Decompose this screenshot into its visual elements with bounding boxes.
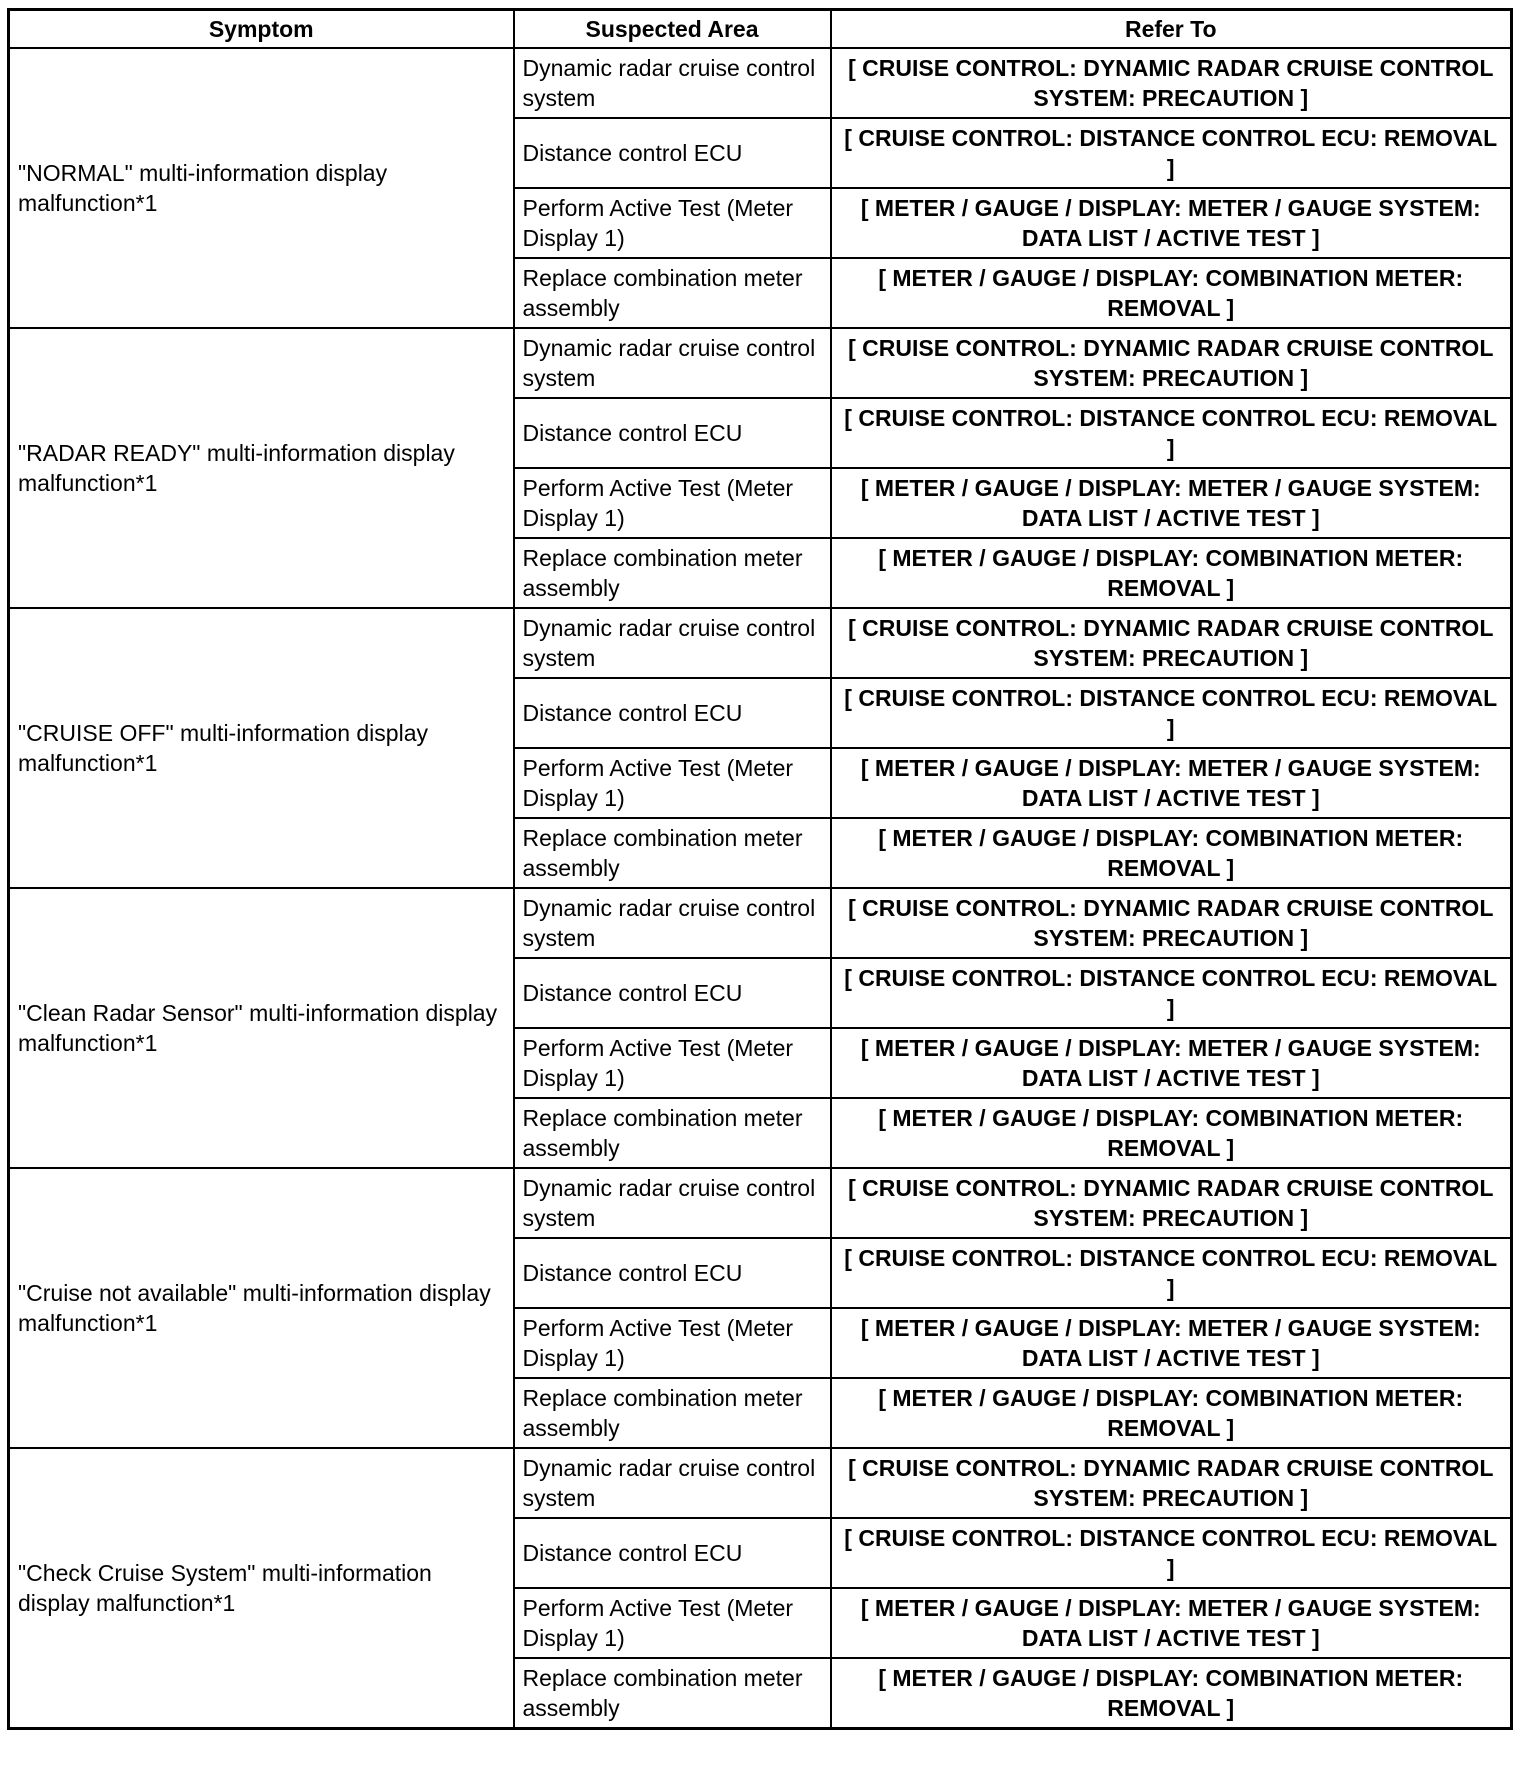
symptom-cell: "Clean Radar Sensor" multi-information display malfunction*1: [9, 888, 514, 1168]
symptom-cell: "CRUISE OFF" multi-information display malfunction*1: [9, 608, 514, 888]
refer-to-link[interactable]: [ CRUISE CONTROL: DISTANCE CONTROL ECU: REMOVAL ]: [831, 1238, 1512, 1308]
refer-to-link[interactable]: [ METER / GAUGE / DISPLAY: COMBINATION METER: REMOVAL ]: [831, 1378, 1512, 1448]
refer-to-link[interactable]: [ CRUISE CONTROL: DISTANCE CONTROL ECU: REMOVAL ]: [831, 118, 1512, 188]
table-row: [9, 48, 1512, 118]
symptom-cell: "NORMAL" multi-information display malfunction*1: [9, 48, 514, 328]
table-header: [9, 10, 1512, 49]
table-row: [9, 328, 1512, 398]
refer-to-link[interactable]: [ METER / GAUGE / DISPLAY: COMBINATION METER: REMOVAL ]: [831, 1098, 1512, 1168]
symptom-cell: "RADAR READY" multi-information display malfunction*1: [9, 328, 514, 608]
refer-to-link[interactable]: [ METER / GAUGE / DISPLAY: METER / GAUGE SYSTEM: DATA LIST / ACTIVE TEST ]: [831, 468, 1512, 538]
refer-to-link[interactable]: [ METER / GAUGE / DISPLAY: COMBINATION METER: REMOVAL ]: [831, 258, 1512, 328]
refer-to-link[interactable]: [ METER / GAUGE / DISPLAY: METER / GAUGE SYSTEM: DATA LIST / ACTIVE TEST ]: [831, 748, 1512, 818]
refer-to-link[interactable]: [ CRUISE CONTROL: DISTANCE CONTROL ECU: REMOVAL ]: [831, 398, 1512, 468]
refer-to-link[interactable]: [ METER / GAUGE / DISPLAY: METER / GAUGE SYSTEM: DATA LIST / ACTIVE TEST ]: [831, 1028, 1512, 1098]
refer-to-link[interactable]: [ CRUISE CONTROL: DISTANCE CONTROL ECU: REMOVAL ]: [831, 678, 1512, 748]
refer-to-link[interactable]: [ CRUISE CONTROL: DYNAMIC RADAR CRUISE CONTROL SYSTEM: PRECAUTION ]: [831, 328, 1512, 398]
suspected-area-cell: Replace combination meter assembly: [514, 538, 831, 608]
suspected-area-cell: Distance control ECU: [514, 1518, 831, 1588]
suspected-area-cell: Dynamic radar cruise control system: [514, 1168, 831, 1238]
suspected-area-cell: Perform Active Test (Meter Display 1): [514, 468, 831, 538]
refer-to-link[interactable]: [ CRUISE CONTROL: DYNAMIC RADAR CRUISE CONTROL SYSTEM: PRECAUTION ]: [831, 888, 1512, 958]
suspected-area-cell: Dynamic radar cruise control system: [514, 1448, 831, 1518]
suspected-area-cell: Distance control ECU: [514, 678, 831, 748]
suspected-area-cell: Distance control ECU: [514, 958, 831, 1028]
table-body: [9, 48, 1512, 1729]
refer-to-link[interactable]: [ METER / GAUGE / DISPLAY: METER / GAUGE SYSTEM: DATA LIST / ACTIVE TEST ]: [831, 188, 1512, 258]
suspected-area-cell: Dynamic radar cruise control system: [514, 328, 831, 398]
table-row: [9, 1168, 1512, 1238]
suspected-area-cell: Distance control ECU: [514, 1238, 831, 1308]
suspected-area-cell: Distance control ECU: [514, 118, 831, 188]
suspected-area-cell: Replace combination meter assembly: [514, 1098, 831, 1168]
table-row: [9, 1448, 1512, 1518]
suspected-area-cell: Dynamic radar cruise control system: [514, 888, 831, 958]
refer-to-link[interactable]: [ CRUISE CONTROL: DYNAMIC RADAR CRUISE CONTROL SYSTEM: PRECAUTION ]: [831, 1168, 1512, 1238]
header-suspected-area: Suspected Area: [514, 10, 831, 49]
suspected-area-cell: Perform Active Test (Meter Display 1): [514, 748, 831, 818]
symptom-cell: "Check Cruise System" multi-information display malfunction*1: [9, 1448, 514, 1729]
header-refer-to: Refer To: [831, 10, 1512, 49]
suspected-area-cell: Perform Active Test (Meter Display 1): [514, 1308, 831, 1378]
suspected-area-cell: Perform Active Test (Meter Display 1): [514, 188, 831, 258]
table-row: [9, 608, 1512, 678]
refer-to-link[interactable]: [ CRUISE CONTROL: DYNAMIC RADAR CRUISE CONTROL SYSTEM: PRECAUTION ]: [831, 1448, 1512, 1518]
refer-to-link[interactable]: [ CRUISE CONTROL: DISTANCE CONTROL ECU: REMOVAL ]: [831, 1518, 1512, 1588]
refer-to-link[interactable]: [ METER / GAUGE / DISPLAY: METER / GAUGE SYSTEM: DATA LIST / ACTIVE TEST ]: [831, 1308, 1512, 1378]
refer-to-link[interactable]: [ CRUISE CONTROL: DISTANCE CONTROL ECU: REMOVAL ]: [831, 958, 1512, 1028]
refer-to-link[interactable]: [ CRUISE CONTROL: DYNAMIC RADAR CRUISE CONTROL SYSTEM: PRECAUTION ]: [831, 608, 1512, 678]
suspected-area-cell: Perform Active Test (Meter Display 1): [514, 1588, 831, 1658]
header-row: [9, 10, 1512, 49]
suspected-area-cell: Replace combination meter assembly: [514, 1378, 831, 1448]
suspected-area-cell: Replace combination meter assembly: [514, 1658, 831, 1729]
suspected-area-cell: Perform Active Test (Meter Display 1): [514, 1028, 831, 1098]
suspected-area-cell: Dynamic radar cruise control system: [514, 608, 831, 678]
refer-to-link[interactable]: [ METER / GAUGE / DISPLAY: METER / GAUGE SYSTEM: DATA LIST / ACTIVE TEST ]: [831, 1588, 1512, 1658]
suspected-area-cell: Replace combination meter assembly: [514, 818, 831, 888]
suspected-area-cell: Replace combination meter assembly: [514, 258, 831, 328]
refer-to-link[interactable]: [ METER / GAUGE / DISPLAY: COMBINATION METER: REMOVAL ]: [831, 818, 1512, 888]
header-symptom: Symptom: [9, 10, 514, 49]
suspected-area-cell: Dynamic radar cruise control system: [514, 48, 831, 118]
symptom-cell: "Cruise not available" multi-information display malfunction*1: [9, 1168, 514, 1448]
refer-to-link[interactable]: [ METER / GAUGE / DISPLAY: COMBINATION METER: REMOVAL ]: [831, 1658, 1512, 1729]
refer-to-link[interactable]: [ CRUISE CONTROL: DYNAMIC RADAR CRUISE CONTROL SYSTEM: PRECAUTION ]: [831, 48, 1512, 118]
table-row: [9, 888, 1512, 958]
symptom-table: [7, 8, 1513, 1730]
suspected-area-cell: Distance control ECU: [514, 398, 831, 468]
refer-to-link[interactable]: [ METER / GAUGE / DISPLAY: COMBINATION METER: REMOVAL ]: [831, 538, 1512, 608]
